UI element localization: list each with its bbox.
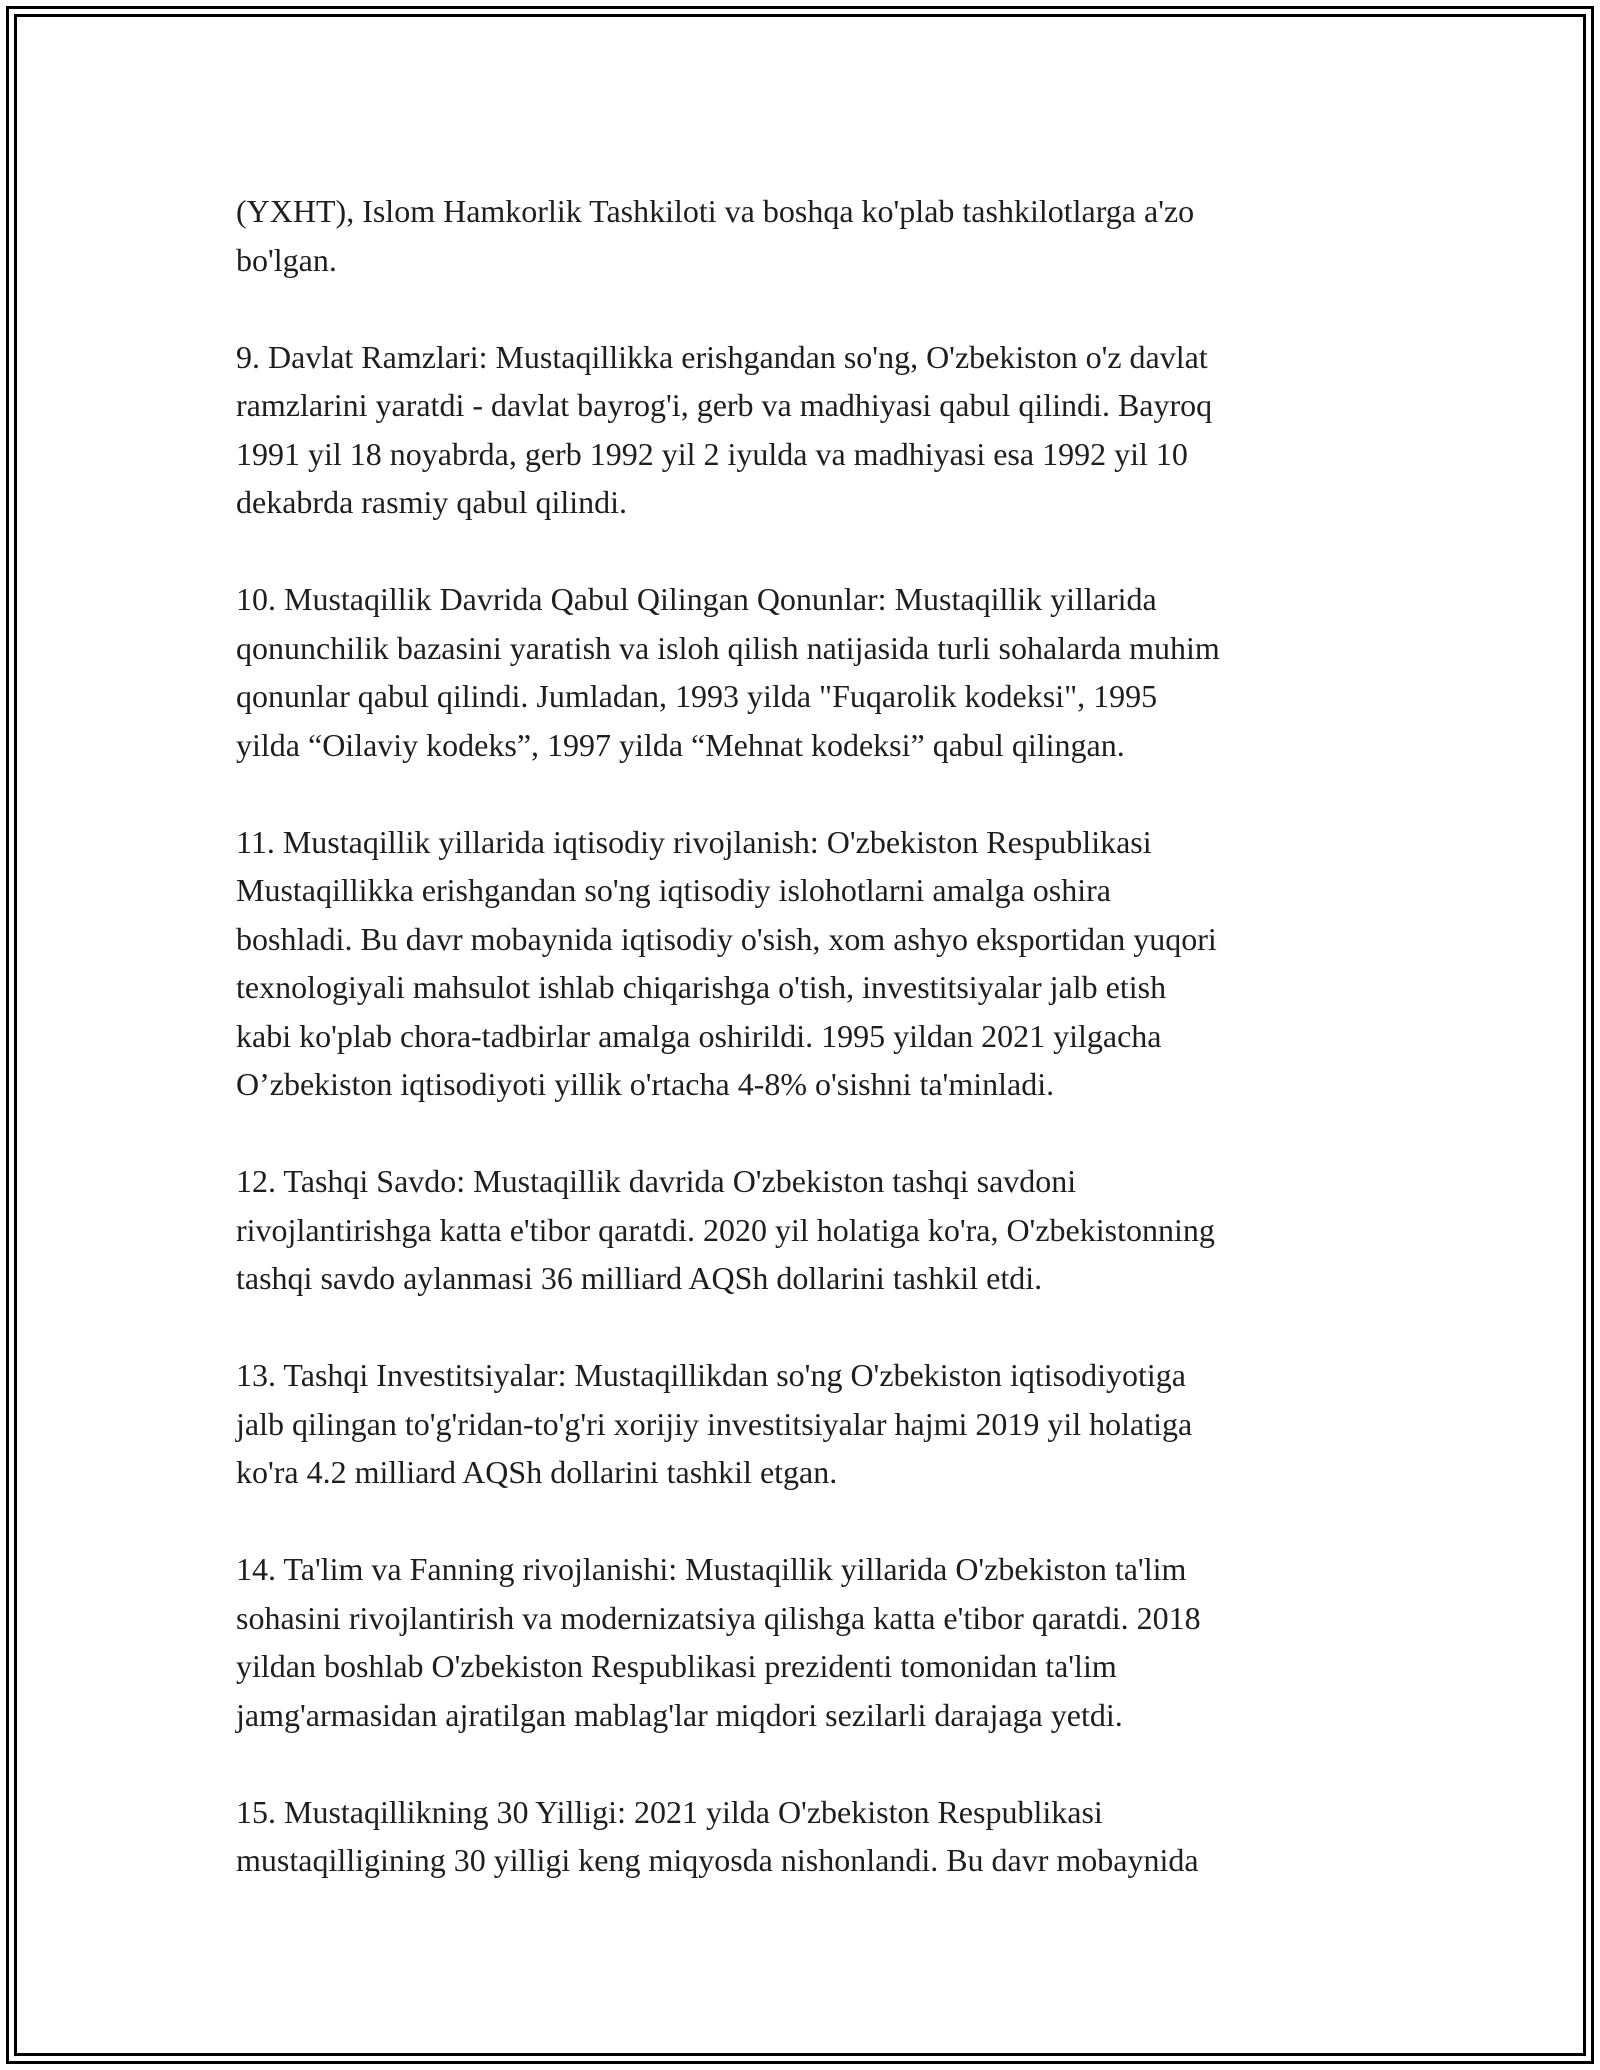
- text-line: yildan boshlab O'zbekiston Respublikasi prezidenti tomonidan ta'lim: [236, 1648, 1117, 1684]
- text-line: ko'ra 4.2 milliard AQSh dollarini tashkil etgan.: [236, 1454, 838, 1490]
- text-line: jalb qilingan to'g'ridan-to'g'ri xorijiy investitsiyalar hajmi 2019 yil holatiga: [236, 1405, 1193, 1442]
- paragraph-14: [236, 1545, 1376, 1739]
- text-line: (YXHT), Islom Hamkorlik Tashkiloti va boshqa ko'plab tashkilotlarga a'zo: [236, 193, 1195, 229]
- text-line: 10. Mustaqillik Davrida Qabul Qilingan Qonunlar: Mustaqillik yillarida: [236, 581, 1157, 617]
- document-body: [236, 187, 1376, 1933]
- text-line: tashqi savdo aylanmasi 36 milliard AQSh dollarini tashkil etdi.: [236, 1260, 1043, 1296]
- text-line: 9. Davlat Ramzlari: Mustaqillikka erishgandan so'ng, O'zbekiston o'z davlat: [236, 338, 1208, 375]
- paragraph-9: [236, 333, 1376, 527]
- paragraph-10: [236, 575, 1376, 769]
- paragraph-continuation: [236, 187, 1376, 284]
- text-line: 15. Mustaqillikning 30 Yilligi: 2021 yilda O'zbekiston Respublikasi: [236, 1793, 1103, 1830]
- text-line: rivojlantirishga katta e'tibor qaratdi. 2020 yil holatiga ko'ra, O'zbekistonning: [236, 1211, 1215, 1248]
- text-line: jamg'armasidan ajratilgan mablag'lar miqdori sezilarli darajaga yetdi.: [236, 1696, 1123, 1733]
- text-line: 14. Ta'lim va Fanning rivojlanishi: Mustaqillik yillarida O'zbekiston ta'lim: [236, 1551, 1187, 1587]
- text-line: qonunlar qabul qilindi. Jumladan, 1993 yilda "Fuqarolik kodeksi", 1995: [236, 678, 1158, 714]
- text-line: bo'lgan.: [236, 241, 337, 278]
- text-line: O’zbekiston iqtisodiyoti yillik o'rtacha 4-8% o'sishni ta'minladi.: [236, 1066, 1055, 1102]
- text-line: dekabrda rasmiy qabul qilindi.: [236, 484, 628, 520]
- paragraph-15: [236, 1788, 1376, 1885]
- text-line: 13. Tashqi Investitsiyalar: Mustaqillikdan so'ng O'zbekiston iqtisodiyotiga: [236, 1357, 1186, 1393]
- paragraph-12: [236, 1157, 1376, 1303]
- text-line: yilda “Oilaviy kodeks”, 1997 yilda “Mehnat kodeksi” qabul qilingan.: [236, 726, 1125, 763]
- text-line: 12. Tashqi Savdo: Mustaqillik davrida O'zbekiston tashqi savdoni: [236, 1163, 1077, 1199]
- text-line: qonunchilik bazasini yaratish va isloh qilish natijasida turli sohalarda muhim: [236, 629, 1220, 666]
- text-line: 1991 yil 18 noyabrda, gerb 1992 yil 2 iyulda va madhiyasi esa 1992 yil 10: [236, 435, 1188, 472]
- text-line: kabi ko'plab chora-tadbirlar amalga oshirildi. 1995 yildan 2021 yilgacha: [236, 1017, 1162, 1054]
- text-line: mustaqilligining 30 yilligi keng miqyosda nishonlandi. Bu davr mobaynida: [236, 1842, 1199, 1878]
- text-line: boshladi. Bu davr mobaynida iqtisodiy o'sish, xom ashyo eksportidan yuqori: [236, 920, 1217, 957]
- text-line: texnologiyali mahsulot ishlab chiqarishga o'tish, investitsiyalar jalb etish: [236, 969, 1167, 1005]
- text-line: ramzlarini yaratdi - davlat bayrog'i, gerb va madhiyasi qabul qilindi. Bayroq: [236, 387, 1213, 423]
- text-line: Mustaqillikka erishgandan so'ng iqtisodiy islohotlarni amalga oshira: [236, 872, 1111, 908]
- text-line: 11. Mustaqillik yillarida iqtisodiy rivojlanish: O'zbekiston Respublikasi: [236, 823, 1152, 860]
- paragraph-13: [236, 1351, 1376, 1497]
- text-line: sohasini rivojlantirish va modernizatsiya qilishga katta e'tibor qaratdi. 2018: [236, 1599, 1201, 1636]
- paragraph-11: [236, 818, 1376, 1109]
